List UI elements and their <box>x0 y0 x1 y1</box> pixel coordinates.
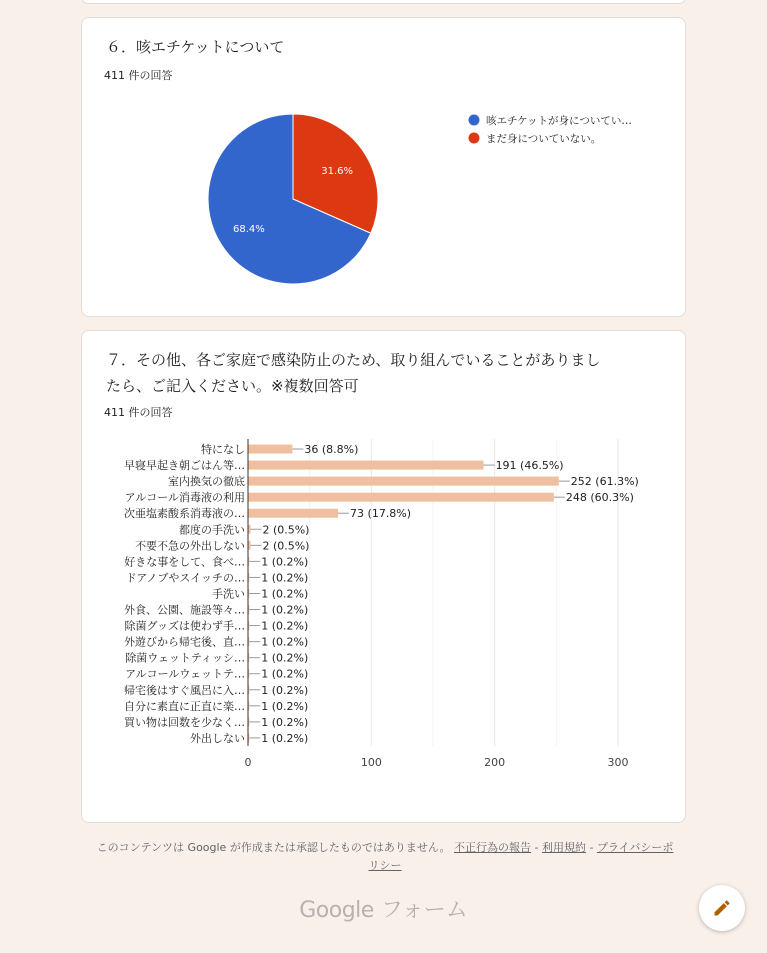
footer-disclaimer: このコンテンツは Google が作成または承認したものではありません。 <box>96 841 451 854</box>
data-label: 1 (0.2%) <box>261 571 309 585</box>
category-label: ドアノブやスイッチの… <box>125 571 245 585</box>
data-label: 248 (60.3%) <box>565 491 634 505</box>
data-label: 1 (0.2%) <box>261 555 309 569</box>
legend-swatch <box>469 133 480 144</box>
bar <box>248 509 338 518</box>
google-forms-logo[interactable] <box>0 893 767 924</box>
question-card-6 <box>81 17 686 317</box>
x-tick-label: 100 <box>360 755 382 769</box>
data-label: 73 (17.8%) <box>350 507 412 521</box>
category-label: 買い物は回数を少なく… <box>124 715 245 729</box>
data-label: 1 (0.2%) <box>261 731 309 745</box>
question-title: ６．咳エチケットについて <box>106 38 285 56</box>
category-label: 除菌グッズは使わず手… <box>124 619 245 633</box>
bar-chart <box>82 431 685 771</box>
data-label: 1 (0.2%) <box>261 651 309 665</box>
bar <box>248 477 559 486</box>
data-label: 1 (0.2%) <box>261 603 309 617</box>
category-label: 除菌ウェットティッシ… <box>125 651 245 665</box>
terms-link[interactable]: 利用規約 <box>541 841 586 854</box>
category-label: 特になし <box>201 443 245 457</box>
data-label: 2 (0.5%) <box>262 539 310 553</box>
pie-slice-label: 31.6% <box>321 166 354 178</box>
brand-forms: フォーム <box>380 898 468 923</box>
x-tick-label: 300 <box>607 755 629 769</box>
data-label: 1 (0.2%) <box>261 683 309 697</box>
footer-separator: - <box>585 841 597 854</box>
previous-card <box>81 0 686 4</box>
response-count: 411 件の回答 <box>104 69 173 82</box>
category-label: 好きな事をして、食べ… <box>124 555 245 569</box>
pie-slice-label: 68.4% <box>232 223 265 235</box>
data-label: 1 (0.2%) <box>261 715 309 729</box>
data-label: 1 (0.2%) <box>261 699 309 713</box>
category-label: 室内換気の徹底 <box>168 475 245 489</box>
x-tick-label: 0 <box>244 755 252 769</box>
category-label: 外出しない <box>190 731 245 745</box>
footer-separator: - <box>531 841 542 854</box>
category-label: 早寝早起き朝ごはん等… <box>124 459 245 473</box>
data-label: 1 (0.2%) <box>261 635 309 649</box>
question-title <box>106 347 615 399</box>
data-label: 191 (46.5%) <box>495 459 564 473</box>
footer <box>95 839 675 875</box>
legend-label: まだ身についていない。 <box>486 133 602 145</box>
bar <box>248 445 292 454</box>
bar <box>248 461 484 470</box>
pencil-icon <box>712 898 732 918</box>
category-label: 外遊びから帰宅後、直… <box>124 635 245 649</box>
data-label: 1 (0.2%) <box>261 619 309 633</box>
question-card-7 <box>81 330 686 823</box>
legend-label: 咳エチケットが身についてい… <box>486 115 632 127</box>
pie-chart <box>82 96 685 316</box>
bar <box>248 493 554 502</box>
x-tick-label: 200 <box>484 755 506 769</box>
category-label: 都度の手洗い <box>179 523 245 537</box>
category-label: 不要不急の外出しない <box>135 539 245 553</box>
data-label: 2 (0.5%) <box>262 523 310 537</box>
response-count: 411 件の回答 <box>104 406 173 419</box>
category-label: アルコール消毒液の利用 <box>124 491 245 505</box>
question-title-line2: たら、ご記入ください。※複数回答可 <box>106 377 359 395</box>
edit-fab-button[interactable] <box>699 885 745 931</box>
data-label: 1 (0.2%) <box>261 667 309 681</box>
question-title-line1: ７．その他、各ご家庭で感染防止のため、取り組んでいることがありまし <box>106 351 601 369</box>
data-label: 1 (0.2%) <box>261 587 309 601</box>
data-label: 36 (8.8%) <box>304 443 359 457</box>
category-label: アルコールウェットテ… <box>125 667 245 681</box>
privacy-link[interactable]: プライバシーポリシー <box>368 841 674 872</box>
brand-google: Google <box>299 898 374 923</box>
category-label: 帰宅後はすぐ風呂に入… <box>124 683 245 697</box>
report-abuse-link[interactable]: 不正行為の報告 <box>454 841 531 854</box>
legend-swatch <box>469 115 480 126</box>
category-label: 次亜塩素酸系消毒液の… <box>124 507 245 521</box>
category-label: 手洗い <box>212 587 245 601</box>
category-label: 自分に素直に正直に楽… <box>124 699 245 713</box>
data-label: 252 (61.3%) <box>570 475 639 489</box>
category-label: 外食、公園、施設等々… <box>124 603 245 617</box>
